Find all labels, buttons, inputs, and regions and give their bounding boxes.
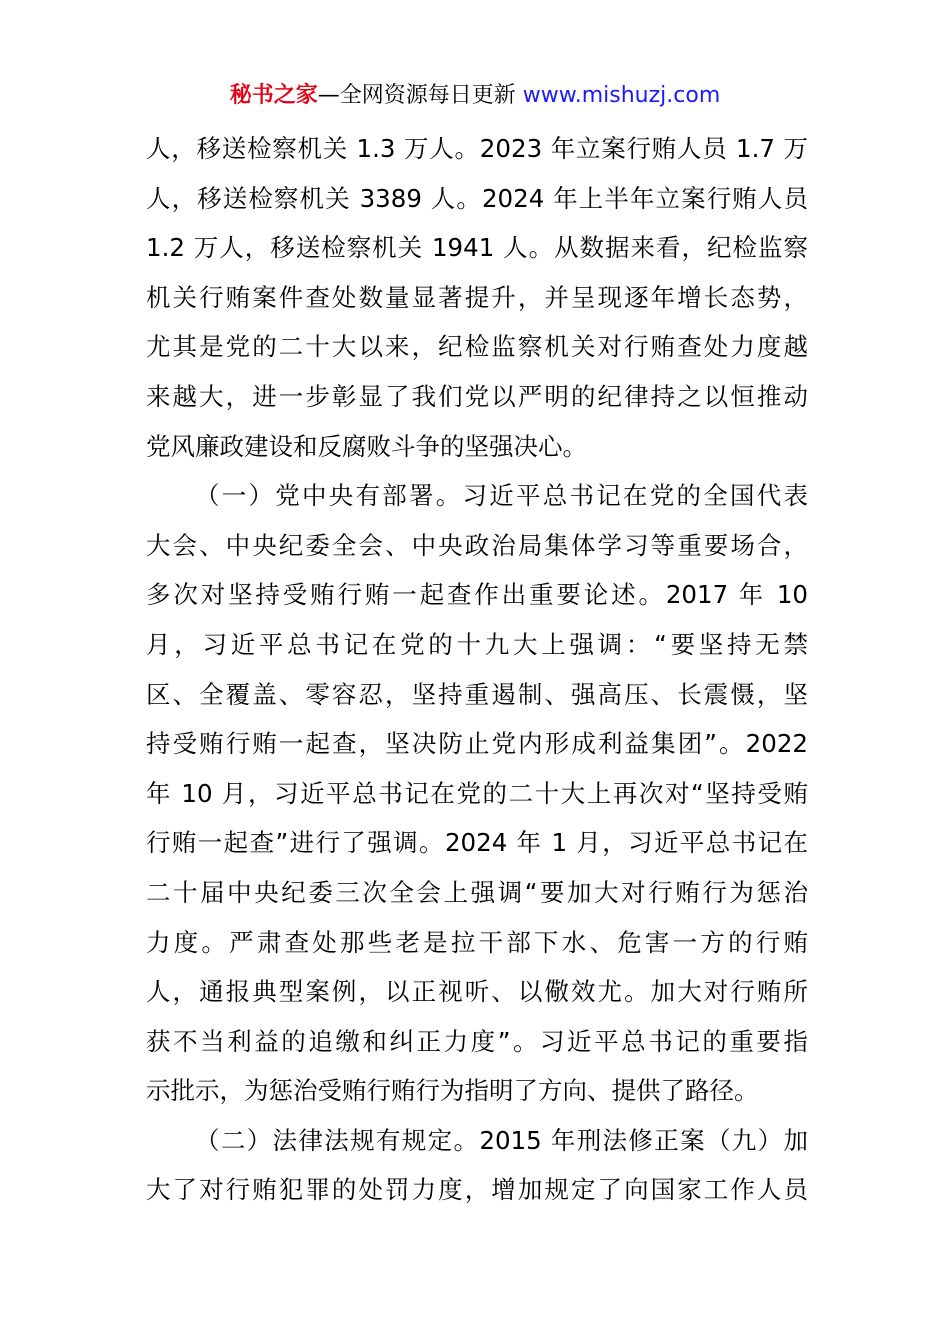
text-line: 党风廉政建设和反腐败斗争的坚强决心。	[146, 431, 587, 461]
text-line: 示批示，为惩治受贿行贿行为指明了方向、提供了路径。	[146, 1076, 759, 1106]
text-line: 尤其是党的二十大以来，纪检监察机关对行贿查处力度越	[146, 332, 808, 362]
text-line: 行贿一起查”进行了强调。2024 年 1 月，习近平总书记在	[146, 828, 808, 858]
text-line: 大了对行贿犯罪的处罚力度，增加规定了向国家工作人员	[146, 1175, 808, 1205]
text-line: 来越大，进一步彰显了我们党以严明的纪律持之以恒推动	[146, 381, 808, 411]
header-brand: 秘书之家	[229, 83, 318, 108]
text-line: 人，通报典型案例，以正视听、以儆效尤。加大对行贿所	[146, 977, 808, 1007]
text-line: 年 10 月，习近平总书记在党的二十大上再次对“坚持受贿	[146, 778, 808, 808]
text-line: 多次对坚持受贿行贿一起查作出重要论述。2017 年 10	[146, 580, 808, 610]
text-line: 二十届中央纪委三次全会上强调“要加大对行贿行为惩治	[146, 877, 808, 907]
text-line: 持受贿行贿一起查，坚决防止党内形成利益集团”。2022	[146, 729, 808, 759]
text-line: 机关行贿案件查处数量显著提升，并呈现逐年增长态势，	[146, 282, 808, 312]
document-header	[0, 80, 950, 112]
header-tagline: —全网资源每日更新	[317, 83, 523, 108]
text-line: 力度。严肃查处那些老是拉干部下水、危害一方的行贿	[146, 927, 808, 957]
text-line: 月，习近平总书记在党的十九大上强调：“要坚持无禁	[146, 629, 808, 659]
header-url[interactable]: www.mishuzj.com	[522, 83, 721, 108]
text-line: 获不当利益的追缴和纠正力度”。习近平总书记的重要指	[146, 1026, 808, 1056]
paragraph-heading-line: （一）党中央有部署。习近平总书记在党的全国代表	[195, 481, 808, 511]
text-line: 1.2 万人，移送检察机关 1941 人。从数据来看，纪检监察	[146, 233, 808, 263]
document-body	[146, 124, 808, 1215]
paragraph-heading-line: （二）法律法规有规定。2015 年刑法修正案（九）加	[195, 1125, 808, 1155]
text-line: 大会、中央纪委全会、中央政治局集体学习等重要场合，	[146, 530, 808, 560]
text-line: 人，移送检察机关 3389 人。2024 年上半年立案行贿人员	[146, 183, 808, 213]
text-line: 人，移送检察机关 1.3 万人。2023 年立案行贿人员 1.7 万	[146, 134, 808, 163]
text-line: 区、全覆盖、零容忍，坚持重遏制、强高压、长震慑，坚	[146, 679, 808, 709]
